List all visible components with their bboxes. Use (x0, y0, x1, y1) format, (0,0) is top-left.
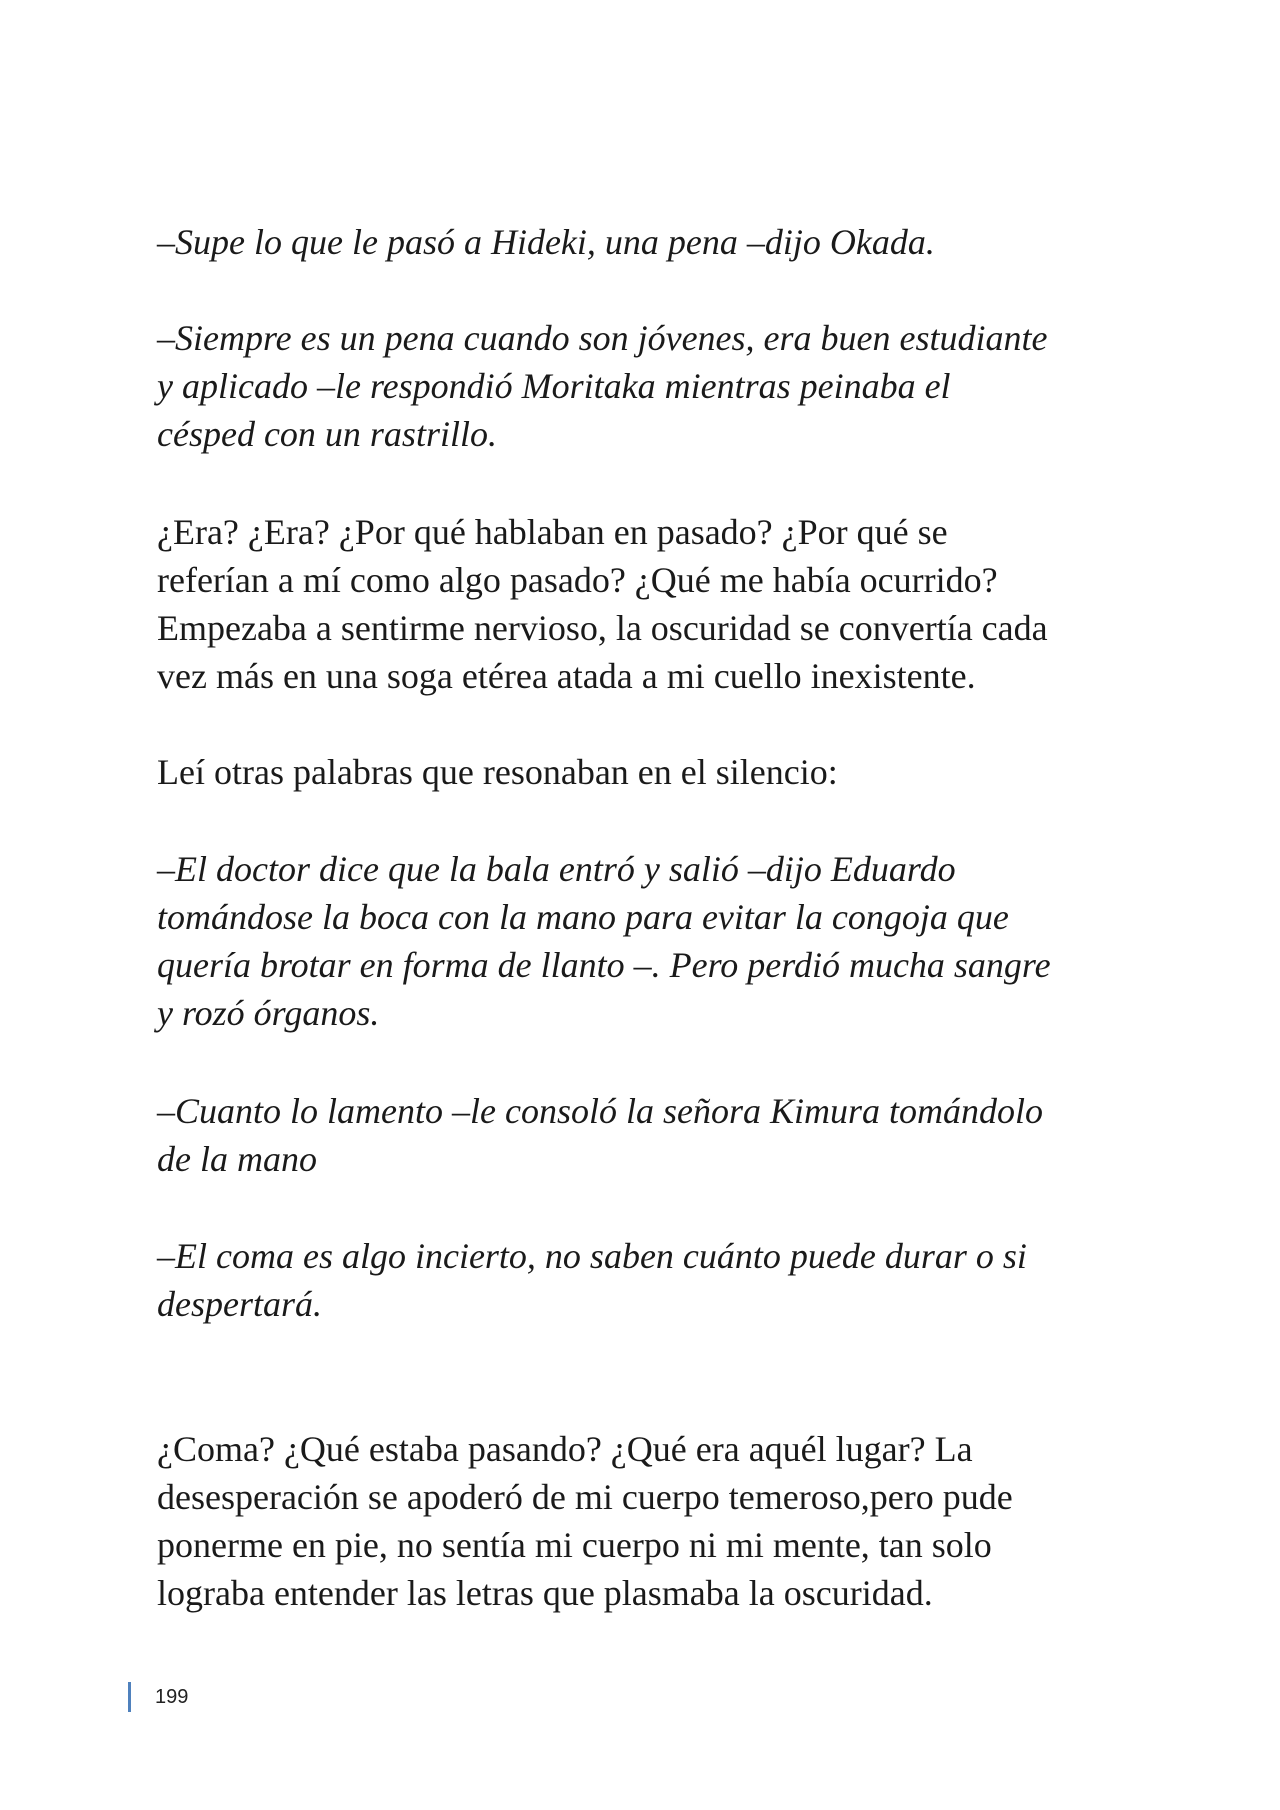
text-line: lograba entender las letras que plasmaba la oscuridad. (157, 1573, 933, 1613)
text-line: Leí otras palabras que resonaban en el silencio: (157, 752, 838, 792)
paragraph-moritaka-dialogue (157, 314, 1157, 458)
text-line: y aplicado –le respondió Moritaka mientras peinaba el (157, 366, 951, 406)
text-line: –El coma es algo incierto, no saben cuánto puede durar o si (157, 1236, 1027, 1276)
text-line: –Siempre es un pena cuando son jóvenes, era buen estudiante (157, 318, 1048, 358)
page-number: 199 (155, 1686, 189, 1708)
text-line: despertará. (157, 1284, 322, 1324)
text-line: quería brotar en forma de llanto –. Pero perdió mucha sangre (157, 945, 1051, 985)
paragraph-kimura-dialogue (157, 1087, 1157, 1183)
text-line: césped con un rastrillo. (157, 414, 497, 454)
text-line: ponerme en pie, no sentía mi cuerpo ni mi mente, tan solo (157, 1525, 992, 1565)
text-line: desesperación se apoderó de mi cuerpo temeroso,pero pude (157, 1477, 1013, 1517)
footer-accent-bar (128, 1682, 131, 1712)
paragraph-okada-dialogue (157, 218, 1157, 266)
text-line: y rozó órganos. (157, 993, 380, 1033)
text-line: –Cuanto lo lamento –le consoló la señora Kimura tomándolo (157, 1091, 1043, 1131)
paragraph-coma-dialogue (157, 1232, 1157, 1328)
text-line: vez más en una soga etérea atada a mi cuello inexistente. (157, 656, 976, 696)
text-line: ¿Coma? ¿Qué estaba pasando? ¿Qué era aquél lugar? La (157, 1429, 973, 1469)
paragraph-narration-silence (157, 748, 1157, 796)
text-line: referían a mí como algo pasado? ¿Qué me había ocurrido? (157, 560, 998, 600)
paragraph-narration-coma (157, 1425, 1157, 1617)
text-line: Empezaba a sentirme nervioso, la oscuridad se convertía cada (157, 608, 1048, 648)
text-line: ¿Era? ¿Era? ¿Por qué hablaban en pasado? ¿Por qué se (157, 512, 948, 552)
text-line: –El doctor dice que la bala entró y salió –dijo Eduardo (157, 849, 956, 889)
text-line: tomándose la boca con la mano para evitar la congoja que (157, 897, 1009, 937)
paragraph-eduardo-dialogue (157, 845, 1157, 1037)
text-line: de la mano (157, 1139, 317, 1179)
text-line: –Supe lo que le pasó a Hideki, una pena –dijo Okada. (157, 222, 935, 262)
paragraph-narration-era (157, 508, 1157, 700)
